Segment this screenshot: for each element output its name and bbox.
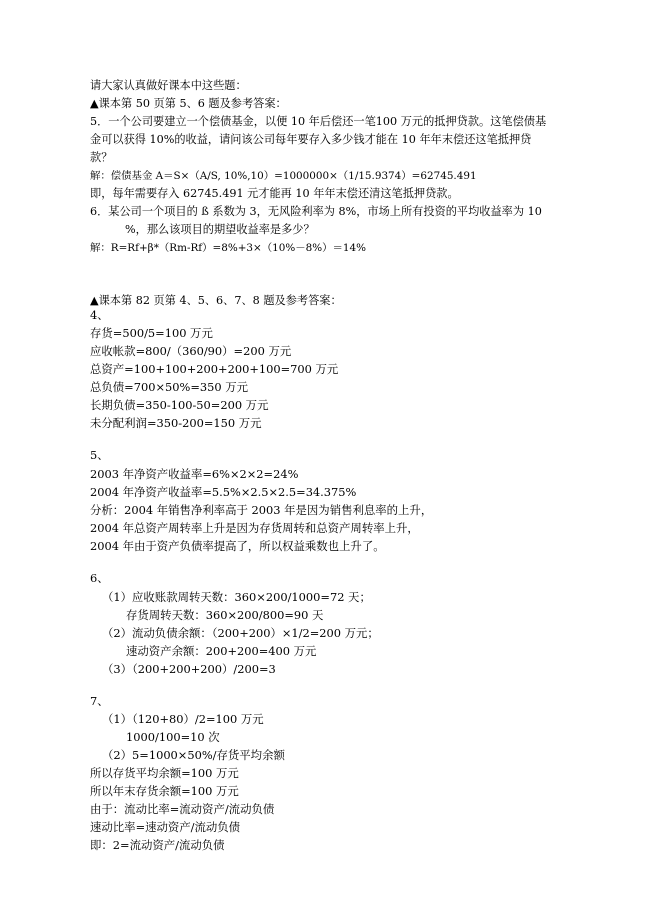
- question-5-line-2: 金可以获得 10%的收益，请问该公司每年要存入多少钱才能在 10 年年末偿还这笔抵押贷: [90, 133, 532, 146]
- answer-5-line-1: 解：偿债基金 A＝S×（A/S, 10%,10）=1000000×（1/15.9374）=62745.491: [90, 170, 477, 182]
- problem-5-number: 5、: [90, 448, 109, 462]
- problem-7-line: 1000/100=10 次: [126, 730, 220, 744]
- problem-7-line: 所以存货平均余额=100 万元: [90, 766, 239, 780]
- problem-6-line: 存货周转天数：360×200/800=90 天: [126, 608, 324, 622]
- problem-6-line: （2）流动负债余额：（200+200）×1/2=200 万元；: [102, 626, 379, 640]
- question-6-line-1: 6．某公司一个项目的 ß 系数为 3，无风险利率为 8%，市场上所有投资的平均收益率为 10: [90, 205, 542, 218]
- answer-6-line-1: 解：R=Rf+β*（Rm-Rf）=8%+3×（10%－8%）＝14%: [90, 242, 366, 254]
- problem-7-line: （2）5=1000×50%/存货平均余额: [102, 748, 285, 762]
- problem-7-line: 由于：流动比率=流动资产/流动负债: [90, 802, 275, 816]
- problem-4-line: 总负债=700×50%=350 万元: [90, 380, 249, 394]
- problem-6-line: （1）应收账款周转天数：360×200/1000=72 天；: [102, 590, 371, 604]
- problem-4-line: 应收帐款=800/（360/90）=200 万元: [90, 344, 292, 358]
- problem-5-line: 2004 年净资产收益率=5.5%×2.5×2.5=34.375%: [90, 485, 357, 499]
- problem-5-line: 2004 年总资产周转率上升是因为存货周转和总资产周转率上升，: [90, 521, 419, 535]
- problem-5-line: 2004 年由于资产负债率提高了，所以权益乘数也上升了。: [90, 539, 385, 553]
- problem-4-line: 存货=500/5=100 万元: [90, 326, 213, 340]
- question-6-line-2: %，那么该项目的期望收益率是多少？: [125, 223, 315, 236]
- problem-4-line: 未分配利润=350-200=150 万元: [90, 416, 262, 430]
- problem-5-line: 2003 年净资产收益率=6%×2×2=24%: [90, 467, 299, 481]
- problem-6-number: 6、: [90, 571, 109, 585]
- problem-5-line: 分析：2004 年销售净利率高于 2003 年是因为销售利息率的上升，: [90, 503, 433, 517]
- question-5-line-1: 5．一个公司要建立一个偿债基金，以便 10 年后偿还一笔100 万元的抵押贷款。这笔偿债基: [90, 115, 547, 128]
- problem-6-line: 速动资产余额：200+200=400 万元: [126, 644, 317, 658]
- problem-6-line: （3）（200+200+200）/200=3: [102, 662, 276, 676]
- problem-4-number: 4、: [90, 308, 109, 322]
- problem-7-line: 即：2=流动资产/流动负债: [90, 838, 225, 852]
- intro-text: 请大家认真做好课本中这些题：: [90, 79, 247, 92]
- problem-7-line: 速动比率=速动资产/流动负债: [90, 820, 241, 834]
- problem-4-line: 长期负债=350-100-50=200 万元: [90, 398, 269, 412]
- answer-5-line-2: 即，每年需要存入 62745.491 元才能再 10 年年末偿还清这笔抵押贷款。: [90, 187, 459, 200]
- question-5-line-3: 款？: [90, 151, 113, 164]
- problem-7-line: 所以年末存货余额=100 万元: [90, 784, 239, 798]
- section-heading-p82: ▲课本第 82 页第 4、5、6、7、8 题及参考答案：: [90, 294, 342, 307]
- problem-7-line: （1）（120+80）/2=100 万元: [102, 712, 264, 726]
- problem-4-line: 总资产=100+100+200+200+100=700 万元: [90, 362, 339, 376]
- section-heading-p50: ▲课本第 50 页第 5、6 题及参考答案：: [90, 97, 287, 110]
- problem-7-number: 7、: [90, 694, 109, 708]
